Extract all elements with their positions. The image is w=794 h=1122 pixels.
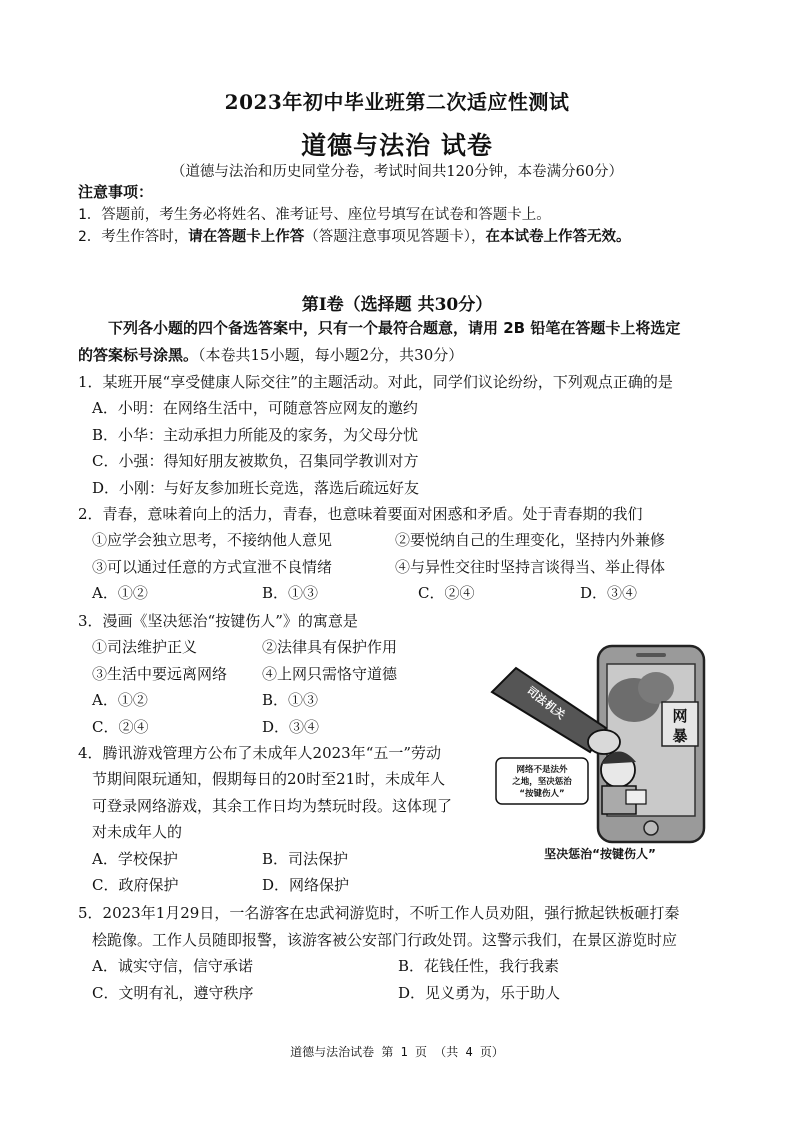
question-5-line-2: 桧跪像。工作人员随即报警，该游客被公安部门行政处罚。这警示我们，在景区游览时应 xyxy=(92,931,678,949)
question-3-option-b: B．①③ xyxy=(262,691,319,709)
question-2-option-a: A．①② xyxy=(92,584,148,602)
notice-item-2-bold-1: 请在答题卡上作答 xyxy=(188,229,305,245)
instruction-rest: （本卷共15小题，每小题2分，共30分） xyxy=(198,346,464,364)
question-1-stem: 1．某班开展“享受健康人际交往”的主题活动。对此，同学们议论纷纷，下列观点正确的是 xyxy=(78,373,673,391)
phone-home-button xyxy=(644,821,658,835)
small-phone xyxy=(626,790,646,804)
bubble-line-1: 网络不是法外 xyxy=(516,765,568,775)
question-4-option-a: A．学校保护 xyxy=(92,850,178,868)
question-4-line-3: 可登录网络游戏，其余工作日均为禁玩时段。这体现了 xyxy=(92,797,453,815)
fist xyxy=(588,730,620,754)
question-4-option-c: C．政府保护 xyxy=(92,876,179,894)
notice-item-1: 1．答题前，考生务必将姓名、准考证号、座位号填写在试卷和答题卡上。 xyxy=(78,207,551,223)
section-instruction-line-1 xyxy=(108,317,680,338)
question-2-statement-3: ③可以通过任意的方式宣泄不良情绪 xyxy=(92,558,333,576)
exam-subject-title: 道德与法治 试卷 xyxy=(301,131,493,160)
notice-item-2 xyxy=(78,225,630,246)
cartoon-illustration xyxy=(486,640,714,848)
question-2-statement-2: ②要悦纳自己的生理变化，坚持内外兼修 xyxy=(395,531,666,549)
question-5-option-b: B．花钱任性，我行我素 xyxy=(398,957,560,975)
cartoon-caption: 坚决惩治“按键伤人” xyxy=(544,847,656,861)
question-1-option-a: A．小明：在网络生活中，可随意答应网友的邀约 xyxy=(92,399,418,417)
question-1-option-b: B．小华：主动承担力所能及的家务，为父母分忧 xyxy=(92,426,419,444)
question-2-option-d: D．③④ xyxy=(580,584,638,602)
question-2-stem: 2．青春，意味着向上的活力，青春，也意味着要面对困惑和矛盾。处于青春期的我们 xyxy=(78,505,643,523)
section-title: 第Ⅰ卷（选择题 共30分） xyxy=(301,295,493,315)
arm-label-1: 司法 xyxy=(524,684,550,708)
exam-note: （道德与法治和历史同堂分卷，考试时间共120分钟，本卷满分60分） xyxy=(170,164,624,180)
question-1-option-c: C．小强：得知好朋友被欺负，召集同学教训对方 xyxy=(92,452,419,470)
question-3-statement-1: ①司法维护正义 xyxy=(92,638,198,656)
notice-item-2-bold-2: 在本试卷上作答无效。 xyxy=(485,229,631,245)
question-2-option-b: B．①③ xyxy=(262,584,319,602)
question-4-option-d: D．网络保护 xyxy=(262,876,350,894)
exam-main-title: 2023年初中毕业班第二次适应性测试 xyxy=(224,90,570,114)
question-5-option-d: D．见义勇为，乐于助人 xyxy=(398,984,561,1002)
notice-item-2-pre: 2．考生作答时， xyxy=(78,229,189,245)
question-2-statement-4: ④与异性交往时坚持言谈得当、举止得体 xyxy=(395,558,666,576)
question-4-option-b: B．司法保护 xyxy=(262,850,349,868)
question-4-line-4: 对未成年人的 xyxy=(92,823,183,841)
question-3-statement-3: ③生活中要远离网络 xyxy=(92,665,228,683)
question-5-option-c: C．文明有礼，遵守秩序 xyxy=(92,984,254,1002)
question-3-stem: 3．漫画《坚决惩治“按键伤人”》的寓意是 xyxy=(78,612,358,630)
page-footer: 道德与法治试卷 第 1 页 （共 4 页） xyxy=(290,1045,504,1059)
question-2-option-c: C．②④ xyxy=(418,584,475,602)
question-3-statement-2: ②法律具有保护作用 xyxy=(262,638,398,656)
question-4-line-2: 节期间限玩通知，假期每日的20时至21时，未成年人 xyxy=(92,770,446,788)
question-4-line-1: 4．腾讯游戏管理方公布了未成年人2023年“五一”劳动 xyxy=(78,744,442,762)
bubble-line-2: 之地，坚决惩治 xyxy=(512,777,572,787)
notice-item-2-mid: （答题注意事项见答题卡）， xyxy=(304,229,486,245)
section-instruction-line-2 xyxy=(78,344,463,365)
instruction-bold: 下列各小题的四个备选答案中，只有一个最符合题意，请用 2B 铅笔在答题卡上将选定 xyxy=(108,319,681,337)
smoke-cloud-2 xyxy=(638,672,674,704)
question-1-option-d: D．小刚：与好友参加班长竞选，落选后疏远好友 xyxy=(92,479,420,497)
instruction-bold-2: 的答案标号涂黑。 xyxy=(78,346,199,364)
notice-heading: 注意事项： xyxy=(78,183,154,201)
bubble-line-3: “按键伤人” xyxy=(519,789,565,799)
question-3-option-d: D．③④ xyxy=(262,718,320,736)
question-3-option-a: A．①② xyxy=(92,691,148,709)
screen-label-1: 网 xyxy=(672,707,688,725)
question-3-statement-4: ④上网只需恪守道德 xyxy=(262,665,398,683)
screen-label-2: 暴 xyxy=(672,727,688,745)
question-3-option-c: C．②④ xyxy=(92,718,149,736)
phone-speaker xyxy=(636,653,666,657)
question-2-statement-1: ①应学会独立思考，不接纳他人意见 xyxy=(92,531,333,549)
arm-label-2: 机关 xyxy=(542,698,568,722)
question-5-line-1: 5．2023年1月29日，一名游客在忠武祠游览时，不听工作人员劝阻，强行掀起铁板砸打秦 xyxy=(78,904,680,922)
question-5-option-a: A．诚实守信，信守承诺 xyxy=(92,957,253,975)
